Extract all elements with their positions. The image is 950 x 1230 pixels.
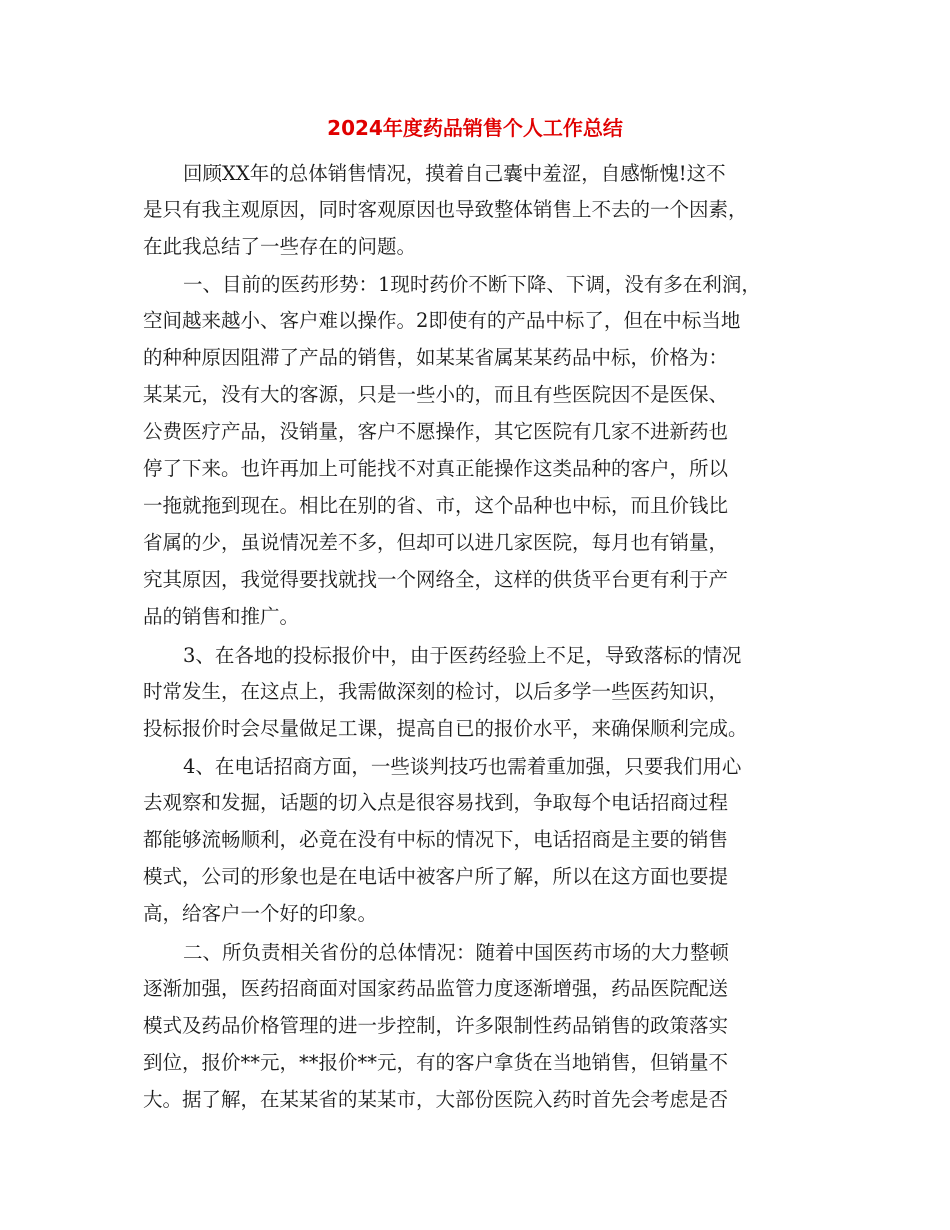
- paragraph-line: 模式及药品价格管理的进一步控制，许多限制性药品销售的政策落实: [143, 1014, 729, 1037]
- paragraph-line: 是只有我主观原因，同时客观原因也导致整体销售上不去的一个因素，: [143, 198, 748, 221]
- paragraph-line: 时常发生，在这点上，我需做深刻的检讨，以后多学一些医药知识，: [143, 680, 729, 703]
- paragraph-line: 投标报价时会尽量做足工课，提高自已的报价水平，来确保顺利完成。: [143, 717, 748, 740]
- paragraph-line: 都能够流畅顺利，必竟在没有中标的情况下，电话招商是主要的销售: [143, 828, 729, 851]
- paragraph-line: 3、在各地的投标报价中，由于医药经验上不足，导致落标的情况: [183, 644, 742, 667]
- paragraph-line: 模式，公司的形象也是在电话中被客户所了解，所以在这方面也要提: [143, 865, 729, 888]
- paragraph-line: 4、在电话招商方面，一些谈判技巧也需着重加强，只要我们用心: [183, 755, 742, 778]
- paragraph-line: 一拖就拖到现在。相比在别的省、市，这个品种也中标，而且价钱比: [143, 494, 729, 517]
- paragraph-line: 回顾XX年的总体销售情况，摸着自己囊中羞涩，自感惭愧!这不: [183, 162, 726, 185]
- paragraph-line: 逐渐加强，医药招商面对国家药品监管力度逐渐增强，药品医院配送: [143, 977, 729, 1000]
- paragraph-line: 大。据了解，在某某省的某某市，大部份医院入药时首先会考虑是否: [143, 1088, 729, 1111]
- paragraph-line: 的种种原因阻滞了产品的销售，如某某省属某某药品中标，价格为：: [143, 346, 729, 369]
- paragraph-line: 一、目前的医药形势：1现时药价不断下降、下调，没有多在利润，: [183, 273, 761, 296]
- paragraph-line: 在此我总结了一些存在的问题。: [143, 235, 417, 258]
- paragraph-line: 高，给客户一个好的印象。: [143, 902, 378, 925]
- paragraph-line: 去观察和发掘，话题的切入点是很容易找到，争取每个电话招商过程: [143, 791, 729, 814]
- document-title: 2024年度药品销售个人工作总结: [327, 116, 623, 140]
- paragraph-line: 省属的少，虽说情况差不多，但却可以进几家医院，每月也有销量，: [143, 531, 729, 554]
- paragraph-line: 某某元，没有大的客源，只是一些小的，而且有些医院因不是医保、: [143, 383, 729, 406]
- paragraph-line: 二、所负责相关省份的总体情况：随着中国医药市场的大力整顿: [183, 941, 730, 964]
- paragraph-line: 公费医疗产品，没销量，客户不愿操作，其它医院有几家不进新药也: [143, 420, 729, 443]
- paragraph-line: 到位，报价**元，**报价**元，有的客户拿货在当地销售，但销量不: [143, 1051, 729, 1074]
- paragraph-line: 停了下来。也许再加上可能找不对真正能操作这类品种的客户，所以: [143, 457, 729, 480]
- paragraph-line: 究其原因，我觉得要找就找一个网络全，这样的供货平台更有利于产: [143, 568, 729, 591]
- paragraph-line: 空间越来越小、客户难以操作。2即使有的产品中标了，但在中标当地: [143, 309, 741, 332]
- paragraph-line: 品的销售和推广。: [143, 605, 300, 628]
